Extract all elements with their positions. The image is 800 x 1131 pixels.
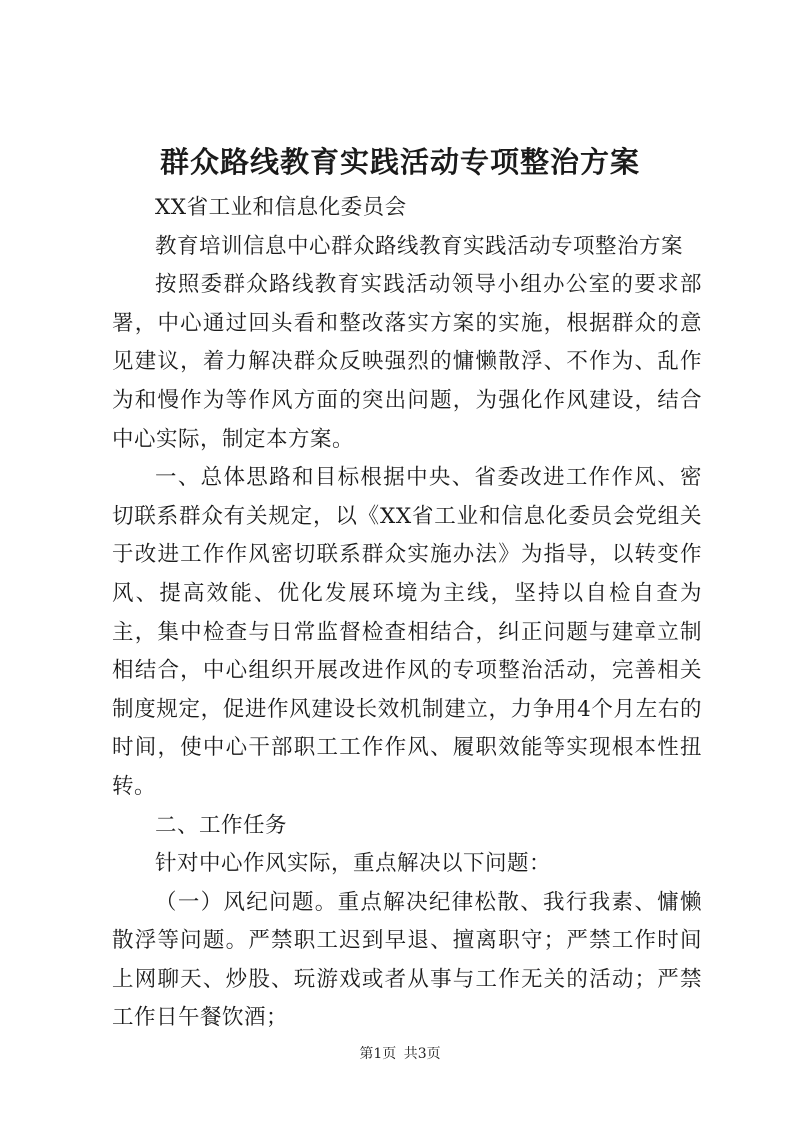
issuer-line: XX省工业和信息化委员会 — [155, 195, 407, 220]
section-one-paragraph: 一、总体思路和目标根据中央、省委改进工作作风、密切联系群众有关规定，以《XX省工业和信息化委员会党组关于改进工作作风密切联系群众实施办法》为指导，以转变作风、提高效能、优化发展环境为主线，坚持以自检自查为主，集中检查与日常监督检查相结合，纠正问题与建章立制相结合，中心组织开展改进作风的专项整治活动，完善相关制度规定，促进作风建设长效机制建立，力争用4个月左右的时间，使中心干部职工工作作风、履职效能等实现根本性扭转。 — [112, 465, 702, 799]
item-one-paragraph: （一）风纪问题。重点解决纪律松散、我行我素、慵懒散浮等问题。严禁职工迟到早退、擅离职守；严禁工作时间上网聊天、炒股、玩游戏或者从事与工作无关的活动；严禁工作日午餐饮酒； — [112, 889, 702, 1031]
subtitle-line: 教育培训信息中心群众路线教育实践活动专项整治方案 — [155, 233, 684, 259]
document-title: 群众路线教育实践活动专项整治方案 — [159, 145, 640, 179]
section-two-heading: 二、工作任务 — [155, 812, 288, 838]
intro-paragraph: 按照委群众路线教育实践活动领导小组办公室的要求部署，中心通过回头看和整改落实方案的实施，根据群众的意见建议，着力解决群众反映强烈的慵懒散浮、不作为、乱作为和慢作为等作风方面的突出问题，为强化作风建设，结合中心实际，制定本方案。 — [112, 272, 702, 452]
page-number-footer: 第1页 共3页 — [359, 1046, 441, 1062]
document-body — [112, 189, 702, 1038]
section-two-intro: 针对中心作风实际，重点解决以下问题： — [155, 851, 552, 877]
